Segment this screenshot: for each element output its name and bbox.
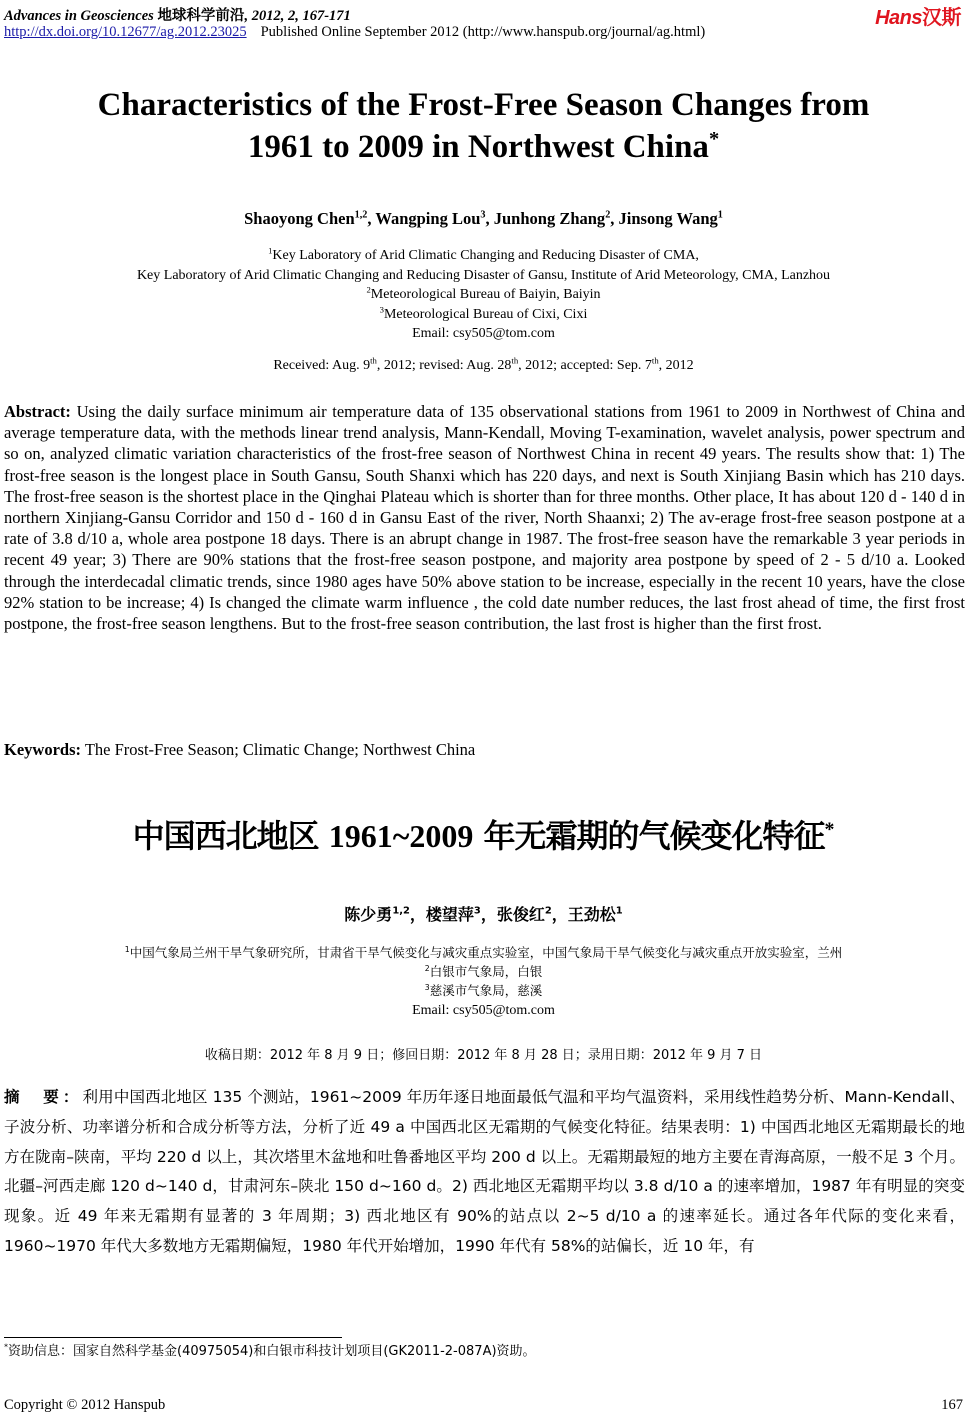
affiliation-line	[0, 981, 967, 1000]
copyright: Copyright © 2012 Hanspub	[4, 1397, 166, 1413]
author-name-cn: 楼望萍	[425, 905, 474, 924]
title-footnote-mark: *	[708, 128, 720, 150]
abstract-text: Using the daily surface minimum air temperature data of 135 observational stations from 1961 to 2009 in Northwest of China and average temperature data, with the methods linear trend analysis, Mann-Kendall, Moving T-examination, wavelet analysis, power spectrum and so on, analyzed climatic variation characteristics of the frost-free season of Northwest China in recent 49 years. The results show that: 1) The frost-free season is the longest place in South Gansu, South Shanxi which has 220 days, and next is South Xinjiang Basin which has 210 days. The frost-free season is the shortest place in the Qinghai Plateau which is shorter than for three months. Other place, It has about 120 d - 140 d in northern Xinjiang-Gansu Corridor and 150 d - 160 d in Gansu East of the river, North Shaanxi; 2) The av-erage frost-free season postpone at a rate of 3.8 d/10 a, whole area postpone 18 days. There is an abrupt change in 1987. The frost-free season have the remarkable 3 year periods in recent 49 year; 3) There are 90% stations that the frost-free season postpone, and majority area postpone by speed of 2 - 5 d/10 a. Looked through the interdecadal climatic trends, since 1980 ages have 50% above station to be increase, especially in the recent 10 years, have the close 92% station to be increase; 4) Is changed the climate warm influence , the cold date number reduces, the last frost ahead of time, the first frost postpone, the frost-free season lengthens. But to the frost-free season contribution, the last frost is higher than the first frost.	[4, 402, 965, 634]
keywords-label: Keywords:	[4, 740, 81, 759]
author-affil-mark: 3	[473, 905, 481, 917]
email-en: Email: csy505@tom.com	[412, 326, 555, 341]
affiliation-text: 中国气象局兰州干旱气象研究所，甘肃省干旱气候变化与减灾重点实验室，中国气象局干旱气候变化与减灾重点开放实验室，兰州	[129, 945, 843, 960]
author-name: Junhong Zhang	[493, 209, 606, 228]
author-affil-mark: 1	[717, 209, 723, 221]
author-separator: ,	[610, 209, 619, 228]
author-name: Wangping Lou	[375, 209, 481, 228]
author-name-cn: 张俊红	[496, 905, 545, 924]
affiliation-text: Meteorological Bureau of Baiyin, Baiyin	[370, 287, 601, 302]
title-cn-part: 中国西北地区	[132, 817, 329, 855]
affiliation-line	[0, 305, 967, 325]
journal-header	[4, 4, 351, 25]
journal-name: Advances in Geosciences	[4, 8, 154, 24]
affiliation-mark: 1	[124, 944, 130, 954]
keywords-en	[4, 740, 475, 760]
affiliation-text: Key Laboratory of Arid Climatic Changing and Reducing Disaster of Gansu, Institute of Arid Meteorology, CMA, Lanzhou	[136, 267, 831, 283]
footnote-text: 资助信息：国家自然科学基金(40975054)和白银市科技计划项目(GK2011-2-087A)资助。	[8, 1344, 536, 1359]
affiliation-line	[0, 324, 967, 344]
author-separator: ，	[409, 905, 426, 924]
ordinal-mark: th	[370, 355, 377, 366]
author-name-cn: 王劲松	[567, 905, 616, 924]
affiliations-cn	[0, 943, 967, 1020]
authors-cn	[0, 902, 967, 925]
logo-cn: 汉斯	[922, 7, 961, 29]
received-dates-en	[0, 355, 967, 374]
email-cn: Email: csy505@tom.com	[412, 1003, 555, 1018]
affiliations-en	[0, 246, 967, 344]
affiliation-mark: 1	[268, 245, 273, 256]
page-number: 167	[941, 1397, 963, 1413]
author-affil-mark: 2	[605, 209, 611, 221]
received-text: Received: Aug. 9	[273, 358, 371, 373]
ordinal-mark: th	[511, 355, 519, 366]
author-affil-mark: 2	[544, 905, 552, 917]
ordinal-mark: th	[651, 355, 659, 366]
abstract-cn	[4, 1083, 965, 1262]
author-separator: ，	[551, 905, 568, 924]
author-separator: ,	[367, 209, 376, 228]
affiliation-line	[0, 285, 967, 305]
doi-link[interactable]: http://dx.doi.org/10.12677/ag.2012.23025	[4, 24, 247, 40]
received-dates-cn: 收稿日期：2012 年 8 月 9 日；修回日期：2012 年 8 月 28 日；录用日期：2012 年 9 月 7 日	[204, 1048, 763, 1063]
funding-footnote	[4, 1340, 536, 1359]
revised-text: , 2012; revised: Aug. 28	[376, 358, 512, 373]
hans-logo	[875, 1, 961, 30]
author-name: Shaoyong Chen	[244, 209, 355, 228]
affiliation-line	[0, 1000, 967, 1020]
title-cn-years: 1961~2009	[328, 818, 474, 854]
affiliation-text: 慈溪市气象局，慈溪	[429, 983, 543, 998]
authors-en	[0, 209, 967, 229]
affiliation-text: Meteorological Bureau of Cixi, Cixi	[383, 306, 588, 322]
title-cn-footnote-mark: *	[824, 818, 835, 841]
affiliation-line	[0, 962, 967, 981]
author-separator: ,	[485, 209, 494, 228]
doi-line	[4, 24, 705, 41]
affiliation-text: Key Laboratory of Arid Climatic Changing and Reducing Disaster of CMA,	[272, 248, 699, 263]
author-name-cn: 陈少勇	[344, 905, 393, 924]
published-online: Published Online September 2012 (http://www.hanspub.org/journal/ag.html)	[260, 24, 706, 40]
year-text: , 2012	[658, 358, 694, 373]
affiliation-text: 白银市气象局，白银	[429, 964, 543, 979]
journal-name-cn: 地球科学前沿	[157, 8, 245, 24]
footnote-rule	[4, 1337, 342, 1338]
logo-latin: Hans	[875, 7, 922, 29]
affiliation-mark: 2	[424, 963, 430, 973]
affiliation-mark: 2	[366, 284, 371, 295]
author-affil-mark: 1,2	[354, 209, 368, 221]
abstract-cn-text: 利用中国西北地区 135 个测站，1961~2009 年历年逐日地面最低气温和平均气温资料，采用线性趋势分析、Mann-Kendall、子波分析、功率谱分析和合成分析等方法，分析了近 49 a 中国西北区无霜期的气候变化特征。结果表明：1) 中国西北地区无霜期最长的地方在陇南–陕南，平均 220 d 以上，其次塔里木盆地和吐鲁番地区平均 200 d 以上。无霜期最短的地方主要在青海高原，一般不足 3 个月。北疆–河西走廊 120 d~140 d，甘肃河东–陕北 150 d~160 d。2) 西北地区无霜期平均以 3.8 d/10 a 的速率增加，1987 年有明显的突变现象。近 49 年来无霜期有显著的 3 年周期；3) 西北地区有 90%的站点以 2~5 d/10 a 的速率延长。通过各年代际的变化来看，1960~1970 年代大多数地方无霜期偏短，1980 年代开始增加，1990 年代有 58%的站偏长，近 10 年，有	[4, 1088, 965, 1255]
abstract-label: Abstract:	[4, 402, 71, 421]
title-line-2: 1961 to 2009 in Northwest China	[247, 129, 709, 165]
author-affil-mark: 1,2	[392, 905, 410, 917]
author-affil-mark: 1	[615, 905, 623, 917]
affiliation-line	[0, 266, 967, 286]
paper-title-en	[0, 84, 967, 168]
author-name: Jinsong Wang	[618, 209, 718, 228]
abstract-en	[4, 401, 965, 634]
footnote-mark: *	[4, 1342, 9, 1352]
abstract-cn-label: 摘 要：	[4, 1088, 83, 1106]
paper-title-cn	[0, 811, 967, 857]
affiliation-mark: 3	[379, 303, 384, 314]
affiliation-line	[0, 246, 967, 266]
author-affil-mark: 3	[480, 209, 486, 221]
affiliation-line	[0, 943, 967, 962]
affiliation-mark: 3	[424, 982, 430, 992]
title-cn-part: 年无霜期的气候变化特征	[473, 817, 825, 855]
author-separator: ，	[480, 905, 497, 924]
keywords-text: The Frost-Free Season; Climatic Change; Northwest China	[81, 740, 476, 759]
title-line-1: Characteristics of the Frost-Free Season Changes from	[97, 87, 870, 123]
accepted-text: , 2012; accepted: Sep. 7	[518, 358, 652, 373]
journal-citation: , 2012, 2, 167-171	[244, 8, 351, 24]
